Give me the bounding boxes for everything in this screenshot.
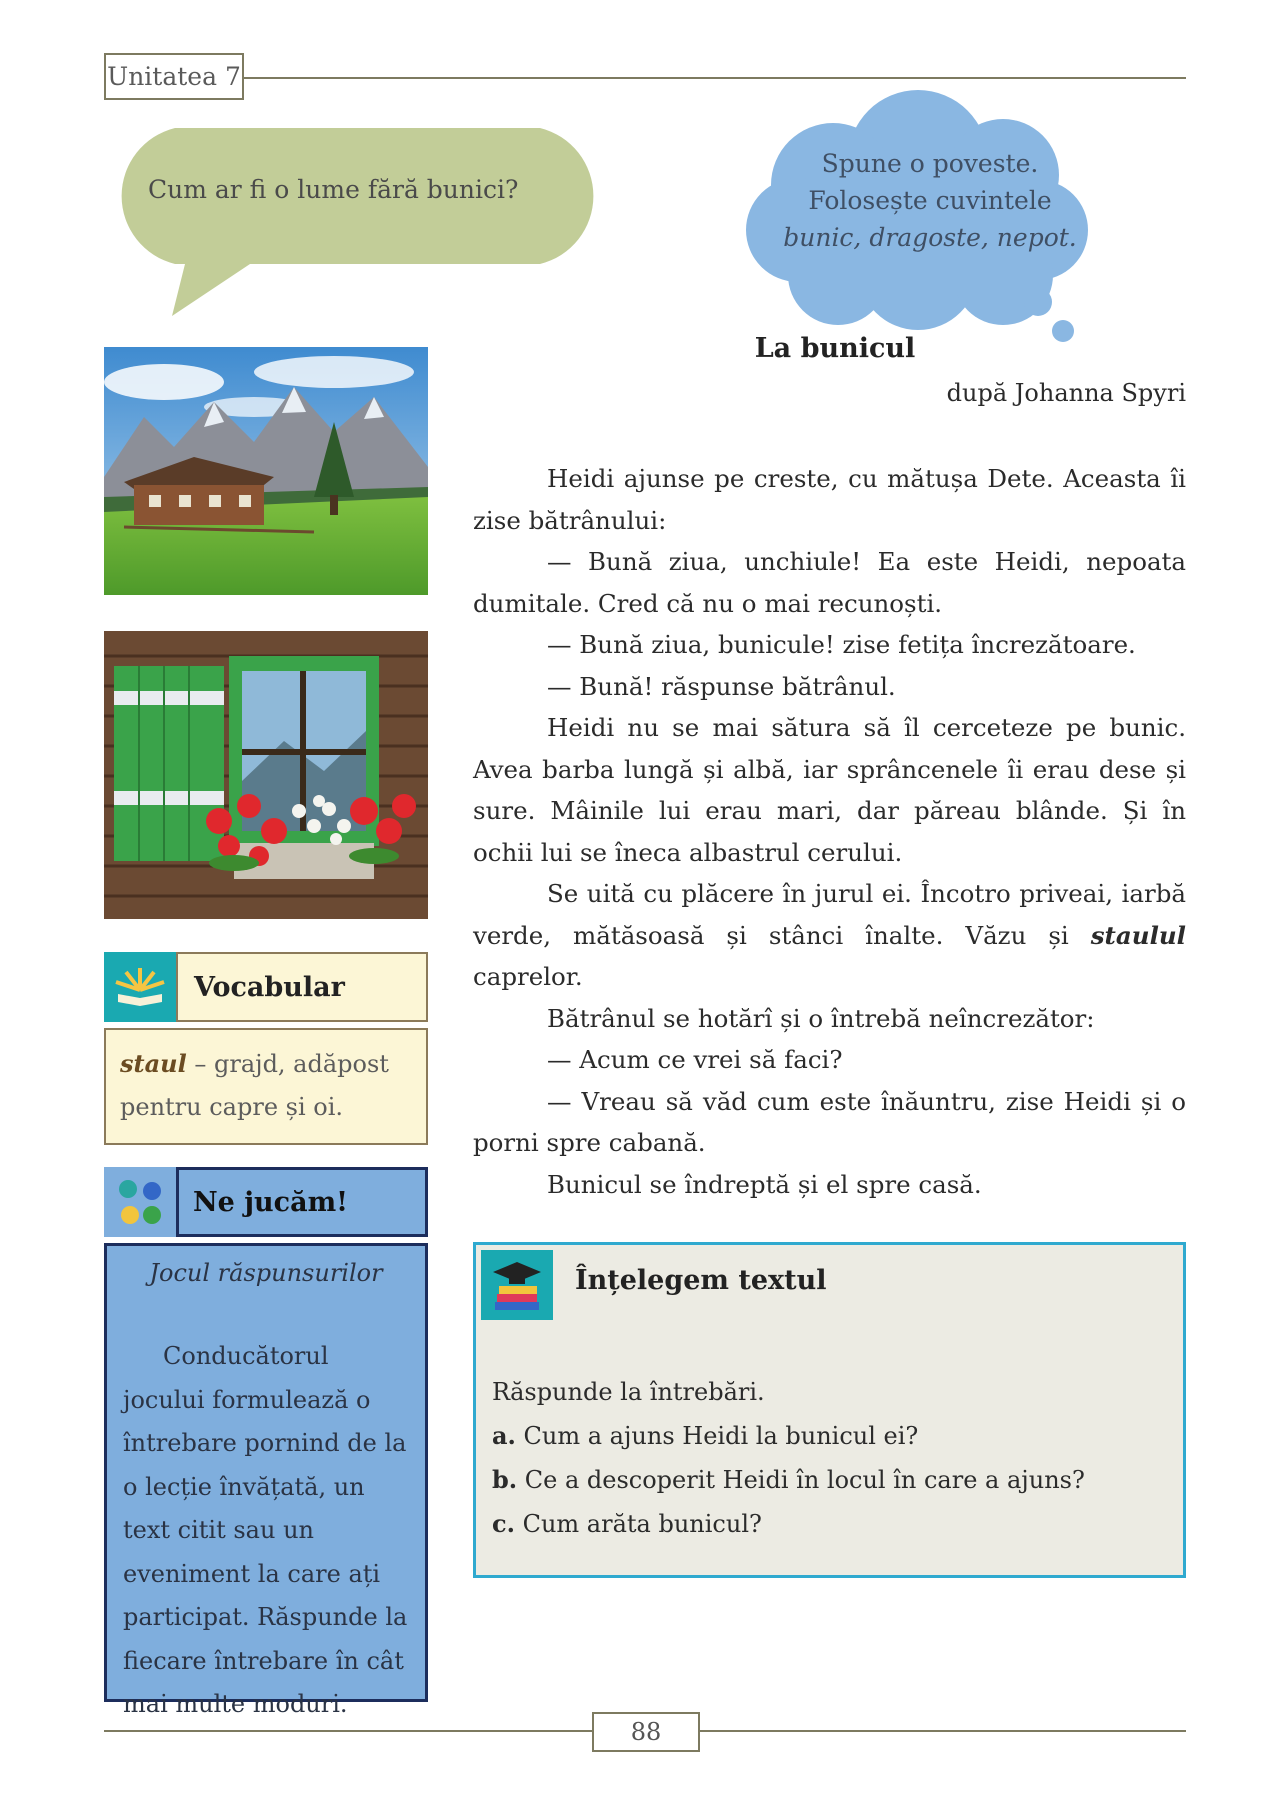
understanding-instruction: Răspunde la întrebări. bbox=[492, 1378, 765, 1406]
speech-bubble-text: Cum ar fi o lume fără bunici? bbox=[148, 175, 519, 204]
cloud-line-1: Spune o poveste. bbox=[821, 149, 1039, 178]
window-flowers-image bbox=[104, 631, 428, 919]
vocabulary-term: staul bbox=[120, 1049, 187, 1078]
story-paragraph: — Acum ce vrei să faci? bbox=[547, 1045, 843, 1074]
understanding-title: Înțelegem textul bbox=[575, 1265, 827, 1296]
thought-cloud-text bbox=[750, 145, 1110, 256]
story-paragraph: Se uită cu plăcere în jurul ei. Încotro priveai, iarbă verde, mătăsoasă și stânci înalte. Văzu și staulul caprelor. bbox=[473, 879, 1186, 991]
story-author: după Johanna Spyri bbox=[946, 379, 1186, 407]
story-paragraph: Bunicul se îndreptă și el spre casă. bbox=[547, 1169, 982, 1199]
vocabulary-title: Vocabular bbox=[176, 952, 428, 1022]
footer-rule-right bbox=[700, 1730, 1186, 1732]
speech-bubble bbox=[100, 124, 620, 324]
game-box bbox=[104, 1243, 428, 1718]
understanding-questions bbox=[492, 1370, 1085, 1546]
story-paragraph: — Bună! răspunse bătrânul. bbox=[547, 671, 896, 701]
story-paragraph: — Bună ziua, bunicule! zise fetița încrezătoare. bbox=[547, 630, 1136, 659]
mountain-cabin-image bbox=[104, 347, 428, 595]
cloud-line-3: bunic, dragoste, nepot. bbox=[783, 223, 1077, 252]
game-subtitle: Jocul răspunsurilor bbox=[149, 1259, 383, 1287]
game-title: Ne jucăm! bbox=[176, 1167, 428, 1237]
game-text: Conducătorul jocului formulează o întrebare pornind de la o lecție învățată, un text citit sau un eveniment la care ați participat. Răspunde la fiecare întrebare în cât mai multe moduri. bbox=[123, 1342, 408, 1718]
question-c: c. Cum arăta bunicul? bbox=[492, 1509, 762, 1538]
story-paragraph: Heidi ajunse pe creste, cu mătușa Dete. Aceasta îi zise bătrânului: bbox=[473, 464, 1186, 535]
story-paragraph: Heidi nu se mai sătura să îl cerceteze pe bunic. Avea barba lungă și albă, iar sprâncenele îi erau dese și sure. Mâinile lui erau mari, dar păreau blânde. Și în ochii lui se îneca albastrul cerului. bbox=[473, 713, 1186, 867]
hands-icon bbox=[104, 1167, 176, 1237]
footer-rule-left bbox=[104, 1730, 592, 1732]
book-sun-icon bbox=[104, 952, 176, 1022]
question-a: a. Cum a ajuns Heidi la bunicul ei? bbox=[492, 1421, 919, 1450]
vocabulary-definition: staul – grajd, adăpost pentru capre și oi. bbox=[104, 1028, 428, 1145]
cloud-line-2: Folosește cuvintele bbox=[808, 186, 1052, 215]
staul-word: staulul bbox=[1090, 920, 1186, 950]
header-rule bbox=[244, 77, 1186, 79]
question-b: b. Ce a descoperit Heidi în locul în care a ajuns? bbox=[492, 1465, 1085, 1494]
story-paragraph: Bătrânul se hotărî și o întrebă neîncrezător: bbox=[547, 1003, 1095, 1033]
story-paragraph: — Bună ziua, unchiule! Ea este Heidi, nepoata dumitale. Cred că nu o mai recunoști. bbox=[473, 547, 1186, 618]
story-title: La bunicul bbox=[754, 333, 916, 364]
story-text bbox=[473, 458, 1186, 1205]
story-paragraph: — Vreau să văd cum este înăuntru, zise Heidi și o porni spre cabană. bbox=[473, 1086, 1186, 1157]
unit-label: Unitatea 7 bbox=[104, 53, 244, 100]
page-number: 88 bbox=[592, 1712, 700, 1752]
books-graduation-cap-icon bbox=[481, 1250, 553, 1320]
